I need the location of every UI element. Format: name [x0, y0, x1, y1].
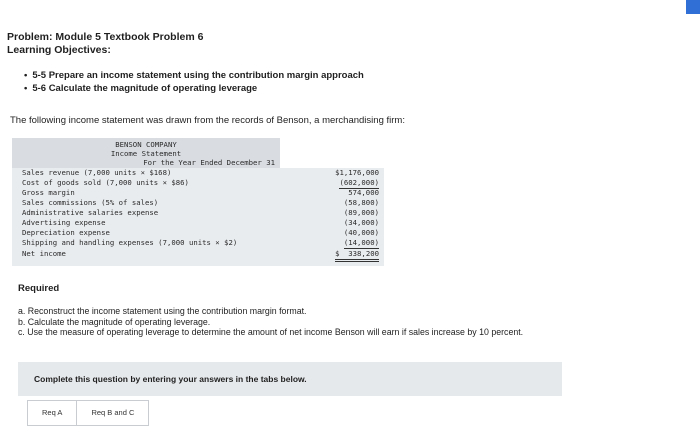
row-label: Shipping and handling expenses (7,000 units × $2)	[22, 238, 238, 247]
row-value: 574,000	[348, 188, 379, 197]
required-tasks	[18, 306, 523, 338]
objectives-title: Learning Objectives:	[7, 44, 111, 56]
problem-title: Problem: Module 5 Textbook Problem 6	[7, 31, 204, 43]
intro-text: The following income statement was drawn from the records of Benson, a merchandising firm:	[10, 115, 405, 126]
statement-row	[22, 228, 379, 238]
row-value: (40,000)	[343, 228, 379, 237]
row-value: (602,000)	[339, 178, 379, 187]
answer-tabs	[27, 400, 148, 426]
row-value: (34,000)	[343, 218, 379, 227]
tab-req-b-and-c[interactable]: Req B and C	[76, 400, 149, 426]
row-label: Advertising expense	[22, 218, 106, 227]
problem-heading	[7, 31, 203, 57]
statement-period: For the Year Ended December 31	[143, 158, 275, 167]
row-label: Administrative salaries expense	[22, 208, 159, 217]
tab-req-a[interactable]: Req A	[27, 400, 77, 426]
statement-row	[22, 178, 379, 188]
row-label: Sales commissions (5% of sales)	[22, 198, 159, 207]
required-title: Required	[18, 283, 60, 294]
statement-row	[22, 208, 379, 218]
row-value: (89,000)	[343, 208, 379, 217]
row-value: (58,800)	[343, 198, 379, 207]
task-item: b. Calculate the magnitude of operating leverage.	[18, 316, 211, 327]
statement-row	[22, 249, 379, 259]
statement-row	[22, 168, 379, 178]
row-value: $1,176,000	[335, 168, 379, 177]
corner-indicator	[686, 0, 700, 14]
row-label: Sales revenue (7,000 units × $168)	[22, 168, 172, 177]
row-label: Net income	[22, 249, 66, 258]
objective-item: • 5-5 Prepare an income statement using the contribution margin approach	[24, 69, 364, 82]
statement-row	[22, 198, 379, 208]
row-label: Gross margin	[22, 188, 75, 197]
statement-row	[22, 238, 379, 248]
task-item: a. Reconstruct the income statement using the contribution margin format.	[18, 306, 307, 316]
row-label: Cost of goods sold (7,000 units × $86)	[22, 178, 189, 187]
objectives-list	[24, 69, 364, 95]
row-value: (14,000)	[343, 238, 379, 247]
row-value: $ 338,200	[335, 249, 379, 262]
instruction-banner: Complete this question by entering your answers in the tabs below.	[18, 362, 562, 396]
income-statement	[12, 138, 384, 266]
statement-name: Income Statement	[110, 149, 182, 158]
statement-row	[22, 218, 379, 228]
row-label: Depreciation expense	[22, 228, 110, 237]
statement-company: BENSON COMPANY	[115, 140, 177, 149]
statement-row	[22, 188, 379, 198]
task-item: c. Use the measure of operating leverage to determine the amount of net income Benson will earn if sales increase by 10 percent.	[18, 327, 524, 337]
objective-item: • 5-6 Calculate the magnitude of operating leverage	[24, 82, 364, 95]
